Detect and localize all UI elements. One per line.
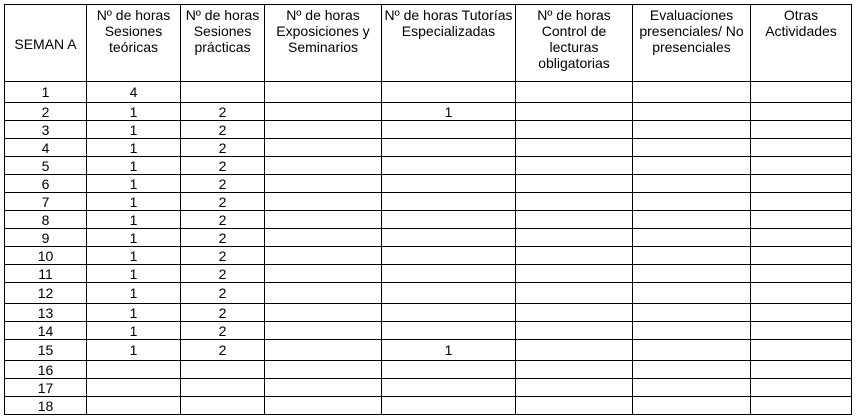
cell-otras-actividades [751,247,852,265]
cell-exposiciones-seminarios [265,361,382,379]
cell-semana: 4 [5,139,87,157]
cell-evaluaciones [633,247,751,265]
cell-sesiones-practicas: 2 [181,103,265,121]
table-row [5,322,852,340]
cell-otras-actividades [751,211,852,229]
cell-control-lecturas [516,229,633,247]
cell-sesiones-teoricas: 4 [87,82,181,103]
cell-exposiciones-seminarios [265,175,382,193]
cell-sesiones-teoricas: 1 [87,340,181,361]
cell-control-lecturas [516,283,633,304]
cell-sesiones-teoricas: 1 [87,322,181,340]
cell-tutorias-especializadas [382,247,516,265]
table-row [5,304,852,322]
cell-tutorias-especializadas [382,265,516,283]
cell-control-lecturas [516,121,633,139]
table-row [5,82,852,103]
cell-sesiones-practicas [181,82,265,103]
cell-sesiones-practicas: 2 [181,139,265,157]
cell-evaluaciones [633,322,751,340]
cell-semana: 13 [5,304,87,322]
header-exposiciones-seminarios: Nº de horas Exposiciones y Seminarios [265,5,382,82]
cell-sesiones-practicas: 2 [181,265,265,283]
table-row [5,175,852,193]
cell-sesiones-practicas [181,397,265,415]
cell-sesiones-practicas: 2 [181,304,265,322]
cell-tutorias-especializadas [382,82,516,103]
table-row [5,139,852,157]
table-row [5,361,852,379]
cell-exposiciones-seminarios [265,304,382,322]
cell-exposiciones-seminarios [265,229,382,247]
header-control-lecturas: Nº de horas Control de lecturas obligatorias [516,5,633,82]
cell-otras-actividades [751,265,852,283]
cell-tutorias-especializadas [382,229,516,247]
cell-exposiciones-seminarios [265,82,382,103]
cell-otras-actividades [751,175,852,193]
table-row [5,379,852,397]
cell-semana: 17 [5,379,87,397]
cell-control-lecturas [516,379,633,397]
cell-tutorias-especializadas: 1 [382,340,516,361]
cell-sesiones-teoricas: 1 [87,103,181,121]
cell-sesiones-teoricas: 1 [87,211,181,229]
cell-sesiones-practicas: 2 [181,121,265,139]
cell-evaluaciones [633,82,751,103]
cell-sesiones-teoricas [87,361,181,379]
cell-evaluaciones [633,157,751,175]
cell-exposiciones-seminarios [265,265,382,283]
cell-semana: 7 [5,193,87,211]
cell-otras-actividades [751,340,852,361]
table-row [5,247,852,265]
table-row [5,340,852,361]
cell-semana: 5 [5,157,87,175]
cell-control-lecturas [516,265,633,283]
cell-control-lecturas [516,175,633,193]
cell-control-lecturas [516,361,633,379]
cell-control-lecturas [516,193,633,211]
cell-tutorias-especializadas [382,211,516,229]
cell-semana: 10 [5,247,87,265]
table-body [5,82,852,415]
cell-sesiones-practicas: 2 [181,322,265,340]
cell-evaluaciones [633,265,751,283]
cell-tutorias-especializadas [382,397,516,415]
cell-sesiones-practicas [181,361,265,379]
cell-control-lecturas [516,340,633,361]
cell-exposiciones-seminarios [265,103,382,121]
cell-sesiones-teoricas [87,379,181,397]
cell-control-lecturas [516,304,633,322]
cell-sesiones-teoricas: 1 [87,121,181,139]
header-semana: SEMAN A [5,5,87,82]
cell-otras-actividades [751,82,852,103]
cell-sesiones-practicas [181,379,265,397]
cell-exposiciones-seminarios [265,247,382,265]
cell-exposiciones-seminarios [265,193,382,211]
cell-tutorias-especializadas [382,304,516,322]
cell-otras-actividades [751,157,852,175]
cell-exposiciones-seminarios [265,157,382,175]
cell-sesiones-practicas: 2 [181,340,265,361]
cell-evaluaciones [633,175,751,193]
cell-sesiones-practicas: 2 [181,175,265,193]
table-row [5,265,852,283]
cell-evaluaciones [633,229,751,247]
cell-semana: 8 [5,211,87,229]
cell-semana: 18 [5,397,87,415]
cell-semana: 12 [5,283,87,304]
cell-evaluaciones [633,121,751,139]
cell-tutorias-especializadas [382,175,516,193]
cell-evaluaciones [633,283,751,304]
cell-otras-actividades [751,229,852,247]
cell-exposiciones-seminarios [265,121,382,139]
schedule-table [4,4,852,415]
cell-control-lecturas [516,103,633,121]
cell-tutorias-especializadas [382,283,516,304]
table-row [5,157,852,175]
header-sesiones-practicas: Nº de horas Sesiones prácticas [181,5,265,82]
cell-exposiciones-seminarios [265,322,382,340]
cell-evaluaciones [633,103,751,121]
cell-sesiones-teoricas: 1 [87,283,181,304]
cell-semana: 1 [5,82,87,103]
cell-sesiones-teoricas: 1 [87,265,181,283]
cell-semana: 15 [5,340,87,361]
cell-tutorias-especializadas [382,139,516,157]
cell-otras-actividades [751,379,852,397]
cell-evaluaciones [633,193,751,211]
cell-sesiones-practicas: 2 [181,157,265,175]
cell-control-lecturas [516,82,633,103]
cell-control-lecturas [516,322,633,340]
cell-sesiones-teoricas: 1 [87,175,181,193]
cell-sesiones-teoricas: 1 [87,157,181,175]
cell-sesiones-practicas: 2 [181,229,265,247]
cell-semana: 14 [5,322,87,340]
cell-control-lecturas [516,397,633,415]
table-row [5,283,852,304]
cell-sesiones-teoricas: 1 [87,229,181,247]
table-row [5,121,852,139]
cell-sesiones-teoricas: 1 [87,139,181,157]
cell-sesiones-practicas: 2 [181,283,265,304]
cell-control-lecturas [516,211,633,229]
header-otras-actividades: Otras Actividades [751,5,852,82]
cell-exposiciones-seminarios [265,397,382,415]
cell-sesiones-teoricas: 1 [87,193,181,211]
cell-exposiciones-seminarios [265,211,382,229]
cell-exposiciones-seminarios [265,340,382,361]
header-tutorias-especializadas: Nº de horas Tutorías Especializadas [382,5,516,82]
cell-otras-actividades [751,304,852,322]
cell-sesiones-teoricas: 1 [87,304,181,322]
cell-tutorias-especializadas: 1 [382,103,516,121]
cell-evaluaciones [633,139,751,157]
table-row [5,397,852,415]
header-row [5,5,852,82]
cell-semana: 6 [5,175,87,193]
cell-exposiciones-seminarios [265,283,382,304]
cell-tutorias-especializadas [382,157,516,175]
cell-tutorias-especializadas [382,322,516,340]
cell-semana: 2 [5,103,87,121]
cell-control-lecturas [516,157,633,175]
cell-otras-actividades [751,397,852,415]
cell-sesiones-practicas: 2 [181,193,265,211]
cell-evaluaciones [633,379,751,397]
cell-otras-actividades [751,361,852,379]
cell-otras-actividades [751,121,852,139]
cell-evaluaciones [633,304,751,322]
cell-exposiciones-seminarios [265,139,382,157]
cell-evaluaciones [633,361,751,379]
cell-semana: 3 [5,121,87,139]
header-sesiones-teoricas: Nº de horas Sesiones teóricas [87,5,181,82]
cell-control-lecturas [516,247,633,265]
cell-evaluaciones [633,211,751,229]
cell-otras-actividades [751,322,852,340]
cell-otras-actividades [751,283,852,304]
cell-sesiones-practicas: 2 [181,247,265,265]
cell-sesiones-practicas: 2 [181,211,265,229]
cell-semana: 11 [5,265,87,283]
cell-tutorias-especializadas [382,361,516,379]
cell-sesiones-teoricas: 1 [87,247,181,265]
cell-tutorias-especializadas [382,193,516,211]
schedule-table-container [4,4,852,415]
cell-evaluaciones [633,340,751,361]
table-row [5,193,852,211]
cell-otras-actividades [751,193,852,211]
cell-evaluaciones [633,397,751,415]
table-row [5,229,852,247]
cell-otras-actividades [751,103,852,121]
cell-tutorias-especializadas [382,121,516,139]
table-row [5,211,852,229]
cell-tutorias-especializadas [382,379,516,397]
cell-exposiciones-seminarios [265,379,382,397]
cell-semana: 16 [5,361,87,379]
header-evaluaciones: Evaluaciones presenciales/ No presenciales [633,5,751,82]
cell-sesiones-teoricas [87,397,181,415]
cell-control-lecturas [516,139,633,157]
cell-otras-actividades [751,139,852,157]
table-row [5,103,852,121]
cell-semana: 9 [5,229,87,247]
